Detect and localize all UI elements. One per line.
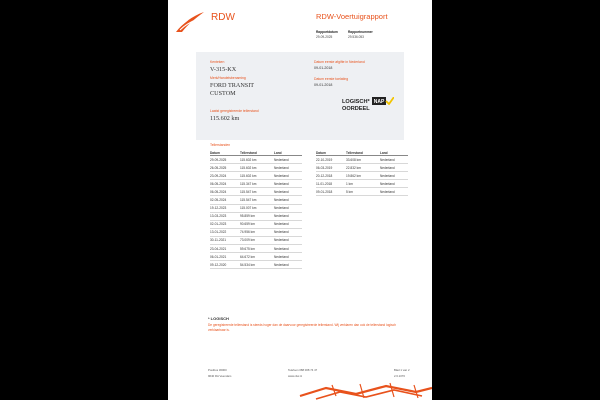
footer-line: Postbus 30000 — [208, 368, 227, 372]
cell-country: Nederland — [274, 253, 302, 261]
report-date — [316, 30, 338, 39]
cell-odometer: 115.602 km — [240, 172, 274, 180]
first-nl-value: 09-01-2018 — [314, 66, 333, 70]
table-row — [210, 196, 302, 204]
table-row — [210, 220, 302, 228]
footer-line: www.rdw.nl — [288, 374, 302, 378]
make-value: FORD TRANSIT — [210, 82, 255, 89]
cell-country: Nederland — [380, 188, 408, 196]
verdict — [342, 99, 370, 113]
cell-odometer: 95.859 km — [240, 212, 274, 220]
cell-odometer: 74.956 km — [240, 228, 274, 236]
nap-check-icon — [372, 97, 394, 105]
first-admission-value: 09-01-2018 — [314, 83, 333, 87]
cell-date: 20-12-2018 — [316, 172, 346, 180]
note-label: * LOGISCH — [208, 316, 229, 321]
table-row — [210, 228, 302, 236]
cell-odometer: 115.602 km — [240, 156, 274, 164]
cell-odometer: 1 km — [346, 180, 380, 188]
cell-country: Nederland — [274, 180, 302, 188]
cell-country: Nederland — [380, 164, 408, 172]
table-row — [316, 172, 408, 180]
report-date-value: 29-09-2025 — [316, 34, 333, 39]
table-row — [210, 156, 302, 164]
cell-date: 09-12-2020 — [210, 261, 240, 269]
footer-line: Blad 1 van 2 — [394, 368, 410, 372]
wave-stripes-icon — [296, 382, 432, 400]
readings-table-left — [210, 150, 302, 269]
cell-date: 06-05-2024 — [210, 180, 240, 188]
cell-country: Nederland — [274, 212, 302, 220]
cell-country: Nederland — [274, 204, 302, 212]
cell-country: Nederland — [274, 236, 302, 244]
first-nl-label: Datum eerste afgifte in Nederland — [314, 60, 365, 64]
cell-odometer: 5 km — [346, 188, 380, 196]
verdict-line-2: OORDEEL — [342, 106, 370, 112]
footer-line: 2.6.1076 — [394, 374, 405, 378]
col-odometer: Tellerstand — [346, 150, 380, 156]
report-page — [168, 0, 432, 400]
table-row — [210, 253, 302, 261]
report-date-label: Rapportdatum — [316, 30, 338, 34]
cell-odometer: 33.608 km — [346, 156, 380, 164]
cell-odometer: 115.007 km — [240, 204, 274, 212]
cell-date: 06-05-2024 — [210, 188, 240, 196]
cell-date: 13-01-2022 — [210, 228, 240, 236]
brand-name: RDW — [211, 12, 235, 23]
table-row — [210, 172, 302, 180]
cell-date: 26-05-2025 — [210, 164, 240, 172]
cell-odometer: 115.547 km — [240, 196, 274, 204]
nap-label: NAP — [373, 98, 385, 105]
table-row — [316, 164, 408, 172]
cell-date: 02-05-2024 — [210, 196, 240, 204]
table-row — [210, 245, 302, 253]
footer-line: Telefoon 088 008 74 47 — [288, 368, 318, 372]
cell-date: 23-09-2024 — [210, 172, 240, 180]
table-row — [316, 180, 408, 188]
col-country: Land — [274, 150, 302, 156]
footer-address — [208, 367, 231, 379]
cell-country: Nederland — [380, 156, 408, 164]
readings-table-right — [316, 150, 408, 196]
cell-country: Nederland — [274, 156, 302, 164]
footer-contact — [288, 367, 317, 379]
plate-label: Kenteken — [210, 60, 225, 64]
cell-date: 06-01-2021 — [210, 253, 240, 261]
cell-odometer: 115.347 km — [240, 180, 274, 188]
cell-date: 30-11-2021 — [210, 236, 240, 244]
table-row — [210, 180, 302, 188]
table-row — [210, 212, 302, 220]
cell-date: 11-01-2018 — [316, 180, 346, 188]
first-admission-label: Datum eerste toelating — [314, 77, 349, 81]
report-number-label: Rapportnummer — [348, 30, 373, 34]
cell-country: Nederland — [380, 172, 408, 180]
cell-odometer: 115.602 km — [240, 164, 274, 172]
plate-value: V-315-KX — [210, 66, 237, 73]
make-label: Merk/Handelsbenaming — [210, 76, 246, 80]
cell-date: 29-09-2025 — [210, 156, 240, 164]
table-row — [210, 236, 302, 244]
cell-country: Nederland — [274, 220, 302, 228]
col-country: Land — [380, 150, 408, 156]
report-number-value: 29.536.053 — [348, 34, 364, 39]
cell-date: 23-04-2021 — [210, 245, 240, 253]
odometer-value: 115.602 km — [210, 115, 240, 122]
cell-date: 13-03-2023 — [210, 212, 240, 220]
report-number — [348, 30, 373, 39]
table-row — [210, 188, 302, 196]
table-row — [210, 164, 302, 172]
vehicle-card — [196, 52, 404, 140]
table-row — [210, 261, 302, 269]
table-row — [316, 156, 408, 164]
readings-section-label: Tellerstanden — [210, 143, 231, 147]
model-value: CUSTOM — [210, 90, 236, 97]
cell-date: 19-12-2023 — [210, 204, 240, 212]
cell-odometer: 54.534 km — [240, 261, 274, 269]
cell-odometer: 22.832 km — [346, 164, 380, 172]
col-date: Datum — [316, 150, 346, 156]
cell-date: 06-03-2019 — [316, 164, 346, 172]
cell-country: Nederland — [380, 180, 408, 188]
footer-line: 9640 RA Veendam — [208, 374, 232, 378]
cell-date: 02-01-2023 — [210, 220, 240, 228]
cell-country: Nederland — [274, 164, 302, 172]
col-odometer: Tellerstand — [240, 150, 274, 156]
cell-country: Nederland — [274, 196, 302, 204]
report-title: RDW-Voertuigrapport — [316, 12, 388, 21]
cell-country: Nederland — [274, 172, 302, 180]
verdict-line-1: LOGISCH* — [342, 99, 370, 105]
cell-country: Nederland — [274, 261, 302, 269]
table-row — [210, 204, 302, 212]
table-row — [316, 188, 408, 196]
cell-country: Nederland — [274, 245, 302, 253]
cell-country: Nederland — [274, 228, 302, 236]
odometer-label: Laatst geregistreerde tellerstand — [210, 109, 259, 113]
rdw-logo-icon — [174, 10, 206, 34]
cell-odometer: 73.009 km — [240, 236, 274, 244]
cell-odometer: 115.547 km — [240, 188, 274, 196]
cell-odometer: 64.672 km — [240, 253, 274, 261]
cell-country: Nederland — [274, 188, 302, 196]
note-text: De geregistreerde tellerstand is steeds hoger dan de daarvoor geregistreerde tellerstand. Wij verklaren dan ook de tellerstand logisch verklaarbaar is. — [208, 323, 396, 332]
cell-odometer: 59.675 km — [240, 245, 274, 253]
col-date: Datum — [210, 150, 240, 156]
cell-date: 22-10-2019 — [316, 156, 346, 164]
cell-date: 09-01-2018 — [316, 188, 346, 196]
cell-odometer: 90.659 km — [240, 220, 274, 228]
footer-page — [394, 367, 410, 379]
cell-odometer: 19.862 km — [346, 172, 380, 180]
